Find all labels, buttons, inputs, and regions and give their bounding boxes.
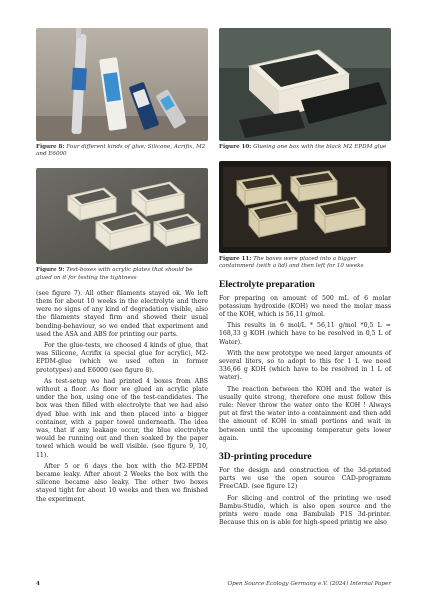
section-title-electrolyte: Electrolyte preparation	[219, 278, 315, 290]
figure-11-text: The boxes were placed into a bigger containment (with a lid) and then left for 10 weeks	[219, 256, 364, 270]
figure-11-caption	[219, 256, 391, 270]
figure-10-caption	[219, 144, 391, 151]
page-footer	[36, 581, 391, 587]
figure-10-photo	[219, 28, 391, 141]
left-paragraph-2: For the glue-tests, we choosed 4 kinds of glue, that was Silicone, Acrifix (a special glue for acrylic), M2-EPDM-glue (which we used often in former prototypes) and E6000 (see figure 8).	[36, 342, 208, 374]
figure-8-text: Four different kinds of glue; Silicone, Acrifix, M2 and E6000	[36, 144, 206, 158]
figure-11-label: Figure 11:	[219, 256, 252, 263]
figure-9-text: Test-boxes with acrylic plates that should be glued on it for testing the tightness	[36, 267, 193, 281]
figure-9-label: Figure 9:	[36, 267, 65, 274]
journal-name: Open Source Ecology Germany e.V. (2024) Internal Paper	[227, 581, 391, 587]
right-paragraph-4: The reaction between the KOH and the water is usually quite strong, therefore one must follow this rule: Never throw the water onto the KOH ! Always put at first the water into a containment and then add the amount of KOH in small portions and wait in between until the upcoming temperatur gets lower again.	[219, 385, 391, 442]
page-number: 4	[36, 581, 40, 587]
figure-10-text: Glueing one box with the black M2 EPDM glue	[253, 144, 387, 150]
figure-9-caption	[36, 267, 208, 281]
right-paragraph-2: This results in 6 mol/L * 56,11 g/mol *0,5 L = 168,33 g KOH (which have to be resolved in 0,5 L of Water).	[219, 322, 391, 346]
figure-8-photo	[36, 28, 208, 141]
right-paragraph-3: With the new prototype we need larger amounts of several liters, so to adopt to this for 1 L we need 336,66 g KOH (which have to be resolved in 1 L of water).	[219, 349, 391, 382]
figure-8-label: Figure 8:	[36, 144, 65, 150]
left-column	[36, 28, 208, 507]
figure-10-label: Figure 10:	[219, 144, 252, 150]
right-paragraph-5: For the design and construction of the 3d-printed parts we use the open source CAD-programm FreeCAD. (see figure 12)	[219, 467, 391, 491]
left-paragraph-4: After 5 or 6 days the box with the M2-EPDM became leaky. After about 2 Weeks the box with the silicone became also leaky. The other two boxes stayed tight for about 10 weeks and then we finished the experiment.	[36, 462, 208, 503]
figure-11-photo	[219, 161, 391, 253]
figure-8-caption	[36, 144, 208, 158]
right-column	[219, 28, 391, 530]
left-paragraph-1: (see figure 7). All other filaments stayed ok. We left them for about 10 weeks in the electrolyte and there were no signs of any kind of degradation visible, also the filaments stayed firm and showed their usual bending-behaviour, so we ended that experiment and used the ASA and ABS for printing our parts.	[36, 289, 208, 338]
right-paragraph-1: For preparing on amount of 500 mL of 6 molar potassium hydroxide (KOH) we need the molar mass of the KOH, which is 56,11 g/mol.	[219, 294, 391, 319]
section-title-3d-printing: 3D-printing procedure	[219, 451, 312, 463]
right-paragraph-6: For slicing and control of the printing we used Bambu-Studio, which is also open source and the prints were made ona Bambulab P1S 3d-printer. Because this on is able for high-speed printig we also	[219, 494, 391, 527]
figure-9-photo	[36, 168, 208, 264]
left-paragraph-3: As test-setup we had printed 4 boxes from ABS without a floor. As floor we glued an acrylic plate under the box, using one of the test-candidates. The box was then filled with electrolyte that we had also dyed blue with ink and then placed into a bigger container, with a paper towel underneath. The idea was, that if any leakage occur, the blue electrolyte would be running out and then soaked by the paper towel which would be well visible. (see figure 9, 10, 11).	[36, 377, 208, 459]
